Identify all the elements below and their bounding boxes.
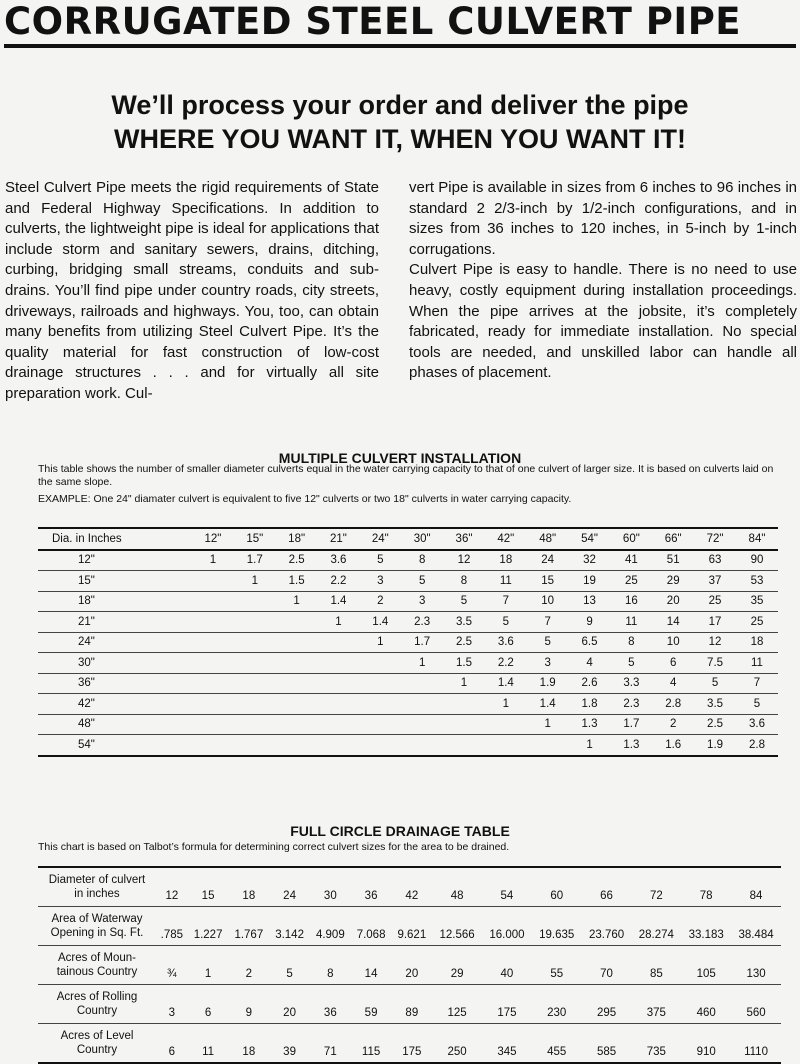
column-header: 36"	[455, 532, 473, 545]
body-column-left	[5, 178, 379, 405]
table-cell: 1	[418, 656, 426, 669]
table-cell	[234, 653, 276, 674]
body-paragraph: vert Pipe is available in sizes from 6 inches to 96 inches in standard 2 2/3-inch by 1/2-inch configurations, and in sizes from 36 inches to 120 inches, in 5-inch by 1-inch corrugations.	[409, 179, 797, 258]
table-row	[38, 985, 781, 1024]
table-cell: 85	[649, 968, 663, 980]
table-cell: 14	[364, 968, 378, 980]
table-cell: 1.3	[623, 738, 640, 751]
row-header: 30"	[78, 656, 95, 669]
table-cell: 735	[646, 1046, 666, 1058]
table-cell: 20	[405, 968, 419, 980]
table-cell: 35	[750, 595, 764, 608]
table-cell: 11	[625, 615, 638, 628]
row-header: 24"	[78, 636, 95, 649]
row-header-line-2: Country	[76, 1005, 118, 1017]
table-cell: 59	[364, 1007, 378, 1019]
table-cell: 41	[624, 554, 638, 567]
table-cell: 1.4	[497, 677, 514, 690]
table-cell: 7.5	[707, 656, 724, 669]
table-cell: 7	[544, 615, 551, 628]
table-cell	[443, 694, 485, 715]
full-circle-drainage-table	[38, 866, 781, 1064]
table-cell	[192, 612, 234, 633]
table-cell: 42	[405, 890, 419, 902]
table-cell: 9	[586, 615, 593, 628]
table-cell	[192, 694, 234, 715]
table-cell: 10	[541, 595, 555, 608]
table-cell	[527, 735, 569, 756]
table-cell: 2.8	[748, 738, 765, 751]
row-header	[38, 985, 156, 1024]
table-cell	[318, 673, 360, 694]
row-header	[38, 1024, 156, 1064]
table-cell: 1	[209, 554, 217, 567]
row-header: 42"	[78, 697, 95, 710]
column-header: 42"	[497, 532, 515, 545]
table-cell: 8	[460, 574, 468, 587]
table-cell: 115	[361, 1046, 381, 1058]
row-header-line-2: Country	[76, 1044, 118, 1056]
table-cell: 15	[541, 574, 555, 587]
table-cell: 1.6	[665, 738, 682, 751]
table-cell: 345	[497, 1046, 517, 1058]
table-cell: 1.5	[455, 656, 472, 669]
table-cell: 70	[600, 968, 613, 980]
table-cell: 60	[550, 890, 564, 902]
table-cell: 175	[402, 1046, 422, 1058]
table-cell: 130	[746, 968, 766, 980]
multiple-table-description: This table shows the number of smaller diameter culverts equal in the water carrying capacity to that of one culvert of larger size. It is based on culverts laid on the same slope.	[38, 463, 774, 488]
table-cell: 25	[750, 615, 764, 628]
column-header: 72"	[706, 532, 724, 545]
table-cell	[359, 673, 401, 694]
multiple-table-example: EXAMPLE: One 24" diamater culvert is equivalent to five 12" culverts or two 18" culverts in water carrying capacity.	[38, 493, 572, 505]
table-cell: 18	[242, 890, 256, 902]
table-cell: 5	[711, 677, 719, 690]
table-cell: 54	[500, 890, 514, 902]
table-row	[38, 550, 778, 571]
table-header-row	[38, 528, 778, 550]
table-cell: 24	[283, 890, 296, 902]
table-cell: 1.7	[414, 636, 431, 649]
table-cell: 16.000	[489, 929, 525, 941]
table-cell	[192, 653, 234, 674]
table-cell: 7.068	[356, 929, 386, 941]
table-cell	[359, 714, 401, 735]
multiple-table-title: MULTIPLE CULVERT INSTALLATION	[278, 450, 522, 466]
table-cell: 2	[377, 595, 384, 608]
table-row	[38, 714, 778, 735]
table-cell: 39	[283, 1046, 296, 1058]
table-row	[38, 946, 781, 985]
multiple-culvert-table	[38, 527, 778, 757]
table-cell: 28.274	[638, 929, 674, 941]
table-cell: 20	[283, 1007, 296, 1019]
column-header: 24"	[371, 532, 389, 545]
table-cell: 7	[502, 595, 510, 608]
column-header: 48"	[539, 532, 557, 545]
table-cell: 25	[708, 595, 722, 608]
table-cell: 24	[541, 554, 555, 567]
body-column-right	[409, 178, 797, 405]
row-header-line-1: Area of Waterway	[51, 913, 143, 925]
table-row	[38, 694, 778, 715]
table-cell	[359, 694, 401, 715]
row-header	[38, 867, 156, 907]
table-row	[38, 653, 778, 674]
table-cell: 3.5	[455, 615, 472, 628]
table-cell: 3.142	[275, 929, 304, 941]
body-text	[5, 178, 797, 405]
table-cell	[443, 714, 485, 735]
table-cell: 4.909	[315, 929, 345, 941]
table-cell: .785	[160, 929, 184, 941]
table-cell: 5	[418, 574, 426, 587]
table-cell: 15	[201, 890, 215, 902]
table-cell: 66	[600, 890, 613, 902]
table-cell: 2.3	[623, 697, 640, 710]
row-header-line-1: Acres of Rolling	[56, 991, 138, 1003]
table-cell: 18	[242, 1046, 256, 1058]
table-cell: 375	[646, 1007, 666, 1019]
masthead	[4, 0, 796, 48]
table-cell: 1.9	[539, 677, 556, 690]
table-cell: 3	[377, 574, 384, 587]
table-cell: 3	[168, 1007, 176, 1019]
table-cell: 6	[204, 1007, 212, 1019]
table-cell	[192, 673, 234, 694]
table-cell: 1.227	[193, 929, 223, 941]
table-cell	[485, 735, 527, 756]
table-cell	[234, 714, 276, 735]
row-header: 48"	[78, 718, 95, 731]
table-cell	[276, 673, 318, 694]
table-cell: 2.6	[581, 677, 598, 690]
column-header: 12"	[204, 532, 222, 545]
table-cell: 51	[666, 554, 680, 567]
table-cell	[359, 653, 401, 674]
table-cell: 230	[547, 1007, 567, 1019]
table-cell: 12	[708, 636, 722, 649]
table-cell: 175	[497, 1007, 517, 1019]
table-row	[38, 591, 778, 612]
table-cell: 910	[696, 1046, 716, 1058]
table-cell: 78	[699, 890, 713, 902]
table-cell: 13	[583, 595, 596, 608]
table-cell: 2.2	[330, 574, 347, 587]
table-cell	[318, 735, 360, 756]
table-cell: 8	[418, 554, 426, 567]
body-paragraph: Culvert Pipe is easy to handle. There is no need to use heavy, costly equipment during installation proceedings. When the pipe arrives at the jobsite, it’s completely fabricated, ready for immediate installation. No special tools are needed, and unskilled labor can handle all phases of placement.	[409, 261, 797, 382]
table-cell	[401, 714, 443, 735]
table-cell: 16	[624, 595, 638, 608]
table-row	[38, 673, 778, 694]
table-cell: 37	[708, 574, 722, 587]
row-header: 54"	[78, 738, 95, 751]
row-header: 18"	[78, 595, 95, 608]
table-cell: 48	[450, 890, 464, 902]
table-cell: 23.760	[588, 929, 625, 941]
table-cell: 38.484	[738, 929, 774, 941]
masthead-title: CORRUGATED STEEL CULVERT PIPE	[4, 0, 742, 43]
table-cell: 89	[405, 1007, 419, 1019]
table-cell: 1	[335, 615, 342, 628]
table-cell	[318, 714, 360, 735]
table-cell	[276, 653, 318, 674]
table-cell	[276, 714, 318, 735]
table-cell: 5	[544, 636, 551, 649]
table-cell: 4	[586, 656, 593, 669]
table-cell	[401, 694, 443, 715]
table-cell: 1110	[744, 1046, 768, 1058]
table-cell: 5	[753, 697, 761, 710]
table-cell: 55	[550, 968, 564, 980]
table-cell: 2.2	[497, 656, 514, 669]
table-row	[38, 1024, 781, 1064]
table-cell: 36	[364, 890, 378, 902]
table-cell: 3.5	[707, 697, 724, 710]
table-cell	[234, 591, 276, 612]
column-header: 30"	[413, 532, 431, 545]
table-cell: 10	[666, 636, 680, 649]
table-cell: 25	[624, 574, 638, 587]
table-cell	[485, 714, 527, 735]
table-cell: 1.8	[581, 697, 598, 710]
table-cell: 11	[499, 574, 512, 587]
table-cell	[401, 673, 443, 694]
table-cell: 12	[457, 554, 471, 567]
table-cell: 72	[649, 890, 663, 902]
table-cell: 63	[708, 554, 722, 567]
row-header: 15"	[78, 574, 95, 587]
table-cell: 1.3	[581, 718, 598, 731]
table-cell: 2.5	[288, 554, 305, 567]
table-cell	[234, 612, 276, 633]
column-header: 66"	[664, 532, 682, 545]
row-header: 12"	[78, 554, 95, 567]
table-cell: 4	[670, 677, 677, 690]
table-cell: 1.4	[539, 697, 556, 710]
table-cell: 20	[666, 595, 680, 608]
table-cell: 2.5	[455, 636, 472, 649]
table-cell: 1	[460, 677, 468, 690]
table-cell: 460	[696, 1007, 716, 1019]
table-cell: 2.3	[414, 615, 431, 628]
column-header: 54"	[581, 532, 598, 545]
table-cell: 5	[460, 595, 468, 608]
row-header-line-2: tainous Country	[56, 966, 138, 978]
row-header-line-2: in inches	[74, 888, 120, 900]
headline-line-2: WHERE YOU WANT IT, WHEN YOU WANT IT!	[114, 124, 686, 154]
table-cell: 29	[450, 968, 464, 980]
table-cell	[276, 735, 318, 756]
table-cell: 84	[749, 890, 763, 902]
table-cell: 3.6	[330, 554, 347, 567]
table-cell: 12	[165, 890, 179, 902]
table-cell	[276, 694, 318, 715]
row-header	[38, 946, 156, 985]
table-cell	[234, 673, 276, 694]
table-cell: 5	[377, 554, 384, 567]
table-cell: 3.3	[623, 677, 640, 690]
table-cell: 14	[666, 615, 680, 628]
table-cell: 19	[583, 574, 596, 587]
column-header: 84"	[748, 532, 766, 545]
table-cell: 5	[628, 656, 635, 669]
table-cell: 1	[544, 718, 551, 731]
row-header: 21"	[78, 615, 95, 628]
table-cell: 1	[377, 636, 384, 649]
table-cell: 9	[245, 1007, 253, 1019]
table-cell: 53	[750, 574, 764, 587]
table-cell: 19.635	[539, 929, 575, 941]
row-header-line-1: Diameter of culvert	[48, 874, 146, 886]
table-cell: 585	[596, 1046, 617, 1058]
table-cell: 125	[447, 1007, 467, 1019]
table-cell: 33.183	[688, 929, 724, 941]
table-cell: 1.9	[707, 738, 724, 751]
row-header	[38, 907, 156, 946]
column-header: 21"	[330, 532, 347, 545]
table-cell: 1	[293, 595, 300, 608]
headline-line-1: We’ll process your order and deliver the pipe	[111, 90, 689, 120]
table-cell: 1.7	[246, 554, 263, 567]
table-cell	[401, 735, 443, 756]
table-cell: 1	[251, 574, 258, 587]
table-cell: 455	[547, 1046, 567, 1058]
table-cell	[192, 591, 234, 612]
table-cell: 2	[245, 968, 253, 980]
table-cell: 3.6	[748, 718, 765, 731]
table-cell: 1.4	[372, 615, 389, 628]
table-row	[38, 632, 778, 653]
table-cell: 8	[628, 636, 635, 649]
table-cell	[318, 653, 360, 674]
table-cell	[276, 632, 318, 653]
table-cell: 18	[499, 554, 513, 567]
table-cell: 1.4	[330, 595, 347, 608]
table-cell	[192, 735, 234, 756]
full-table-description: This chart is based on Talbot’s formula for determining correct culvert sizes for the area to be drained.	[38, 841, 510, 853]
table-cell: 32	[583, 554, 596, 567]
table-cell: 11	[202, 1046, 215, 1058]
table-cell: 2	[670, 718, 677, 731]
headline	[0, 88, 800, 156]
table-cell: 105	[696, 968, 716, 980]
row-header-line-2: Opening in Sq. Ft.	[50, 927, 144, 939]
column-header: 60"	[622, 532, 640, 545]
table-cell: 5	[502, 615, 510, 628]
table-cell: ¾	[167, 968, 177, 980]
table-cell: 5	[286, 968, 293, 980]
table-cell	[443, 735, 485, 756]
table-cell	[359, 735, 401, 756]
table-cell: 40	[500, 968, 514, 980]
table-cell	[234, 632, 276, 653]
table-cell: 1.5	[288, 574, 305, 587]
row-header: 36"	[78, 677, 95, 690]
table-cell: 250	[447, 1046, 467, 1058]
table-cell: 36	[323, 1007, 337, 1019]
column-header: 18"	[288, 532, 306, 545]
table-cell	[234, 735, 276, 756]
table-cell	[234, 694, 276, 715]
table-cell: 1	[502, 697, 510, 710]
table-row	[38, 612, 778, 633]
table-row	[38, 735, 778, 756]
table-cell: 3	[544, 656, 551, 669]
table-cell: 3	[418, 595, 426, 608]
table-cell: 1	[204, 968, 212, 980]
table-cell: 29	[666, 574, 680, 587]
table-row	[38, 867, 781, 907]
table-row	[38, 571, 778, 592]
table-cell: 12.566	[439, 929, 475, 941]
table-cell: 30	[323, 890, 337, 902]
table-cell: 1.7	[623, 718, 640, 731]
table-cell: 2.8	[665, 697, 682, 710]
table-cell: 6	[168, 1046, 176, 1058]
table-cell: 6	[670, 656, 677, 669]
table-cell	[318, 632, 360, 653]
table-cell	[192, 714, 234, 735]
table-cell: 9.621	[397, 929, 427, 941]
table-cell: 90	[750, 554, 764, 567]
table-row	[38, 907, 781, 946]
table-cell: 71	[323, 1046, 337, 1058]
table-cell: 11	[751, 656, 763, 669]
table-cell: 17	[708, 615, 722, 628]
table-cell: 18	[750, 636, 764, 649]
column-header: 15"	[246, 532, 264, 545]
table-cell: 6.5	[581, 636, 598, 649]
table-cell: 7	[753, 677, 761, 690]
row-header-line-1: Acres of Level	[60, 1030, 134, 1042]
body-paragraph: Steel Culvert Pipe meets the rigid requirements of State and Federal Highway Specifications. In addition to culverts, the lightweight pipe is ideal for applications that include storm and sanitary sewers, drains, ditching, curbing, bridging small streams, conduits and sub-drains. You’ll find pipe under country roads, city streets, driveways, railroads and highways. You, too, can obtain many benefits from utilizing Steel Culvert Pipe. It’s the quality material for fast construction of low-cost drainage structures . . . and for virtually all site preparation work. Cul-	[5, 179, 379, 402]
table-cell: 1.767	[234, 929, 264, 941]
table-cell: 2.5	[707, 718, 724, 731]
table-cell	[192, 632, 234, 653]
table-cell	[192, 571, 234, 592]
table-cell	[276, 612, 318, 633]
table-cell: 560	[746, 1007, 766, 1019]
table-corner-label: Dia. in Inches	[52, 532, 122, 545]
full-table-title: FULL CIRCLE DRAINAGE TABLE	[290, 823, 510, 839]
table-cell: 8	[327, 968, 334, 980]
table-cell: 3.6	[497, 636, 514, 649]
table-cell	[318, 694, 360, 715]
row-header-line-1: Acres of Moun-	[58, 952, 136, 964]
table-cell: 295	[596, 1007, 617, 1019]
table-cell: 1	[586, 738, 593, 751]
